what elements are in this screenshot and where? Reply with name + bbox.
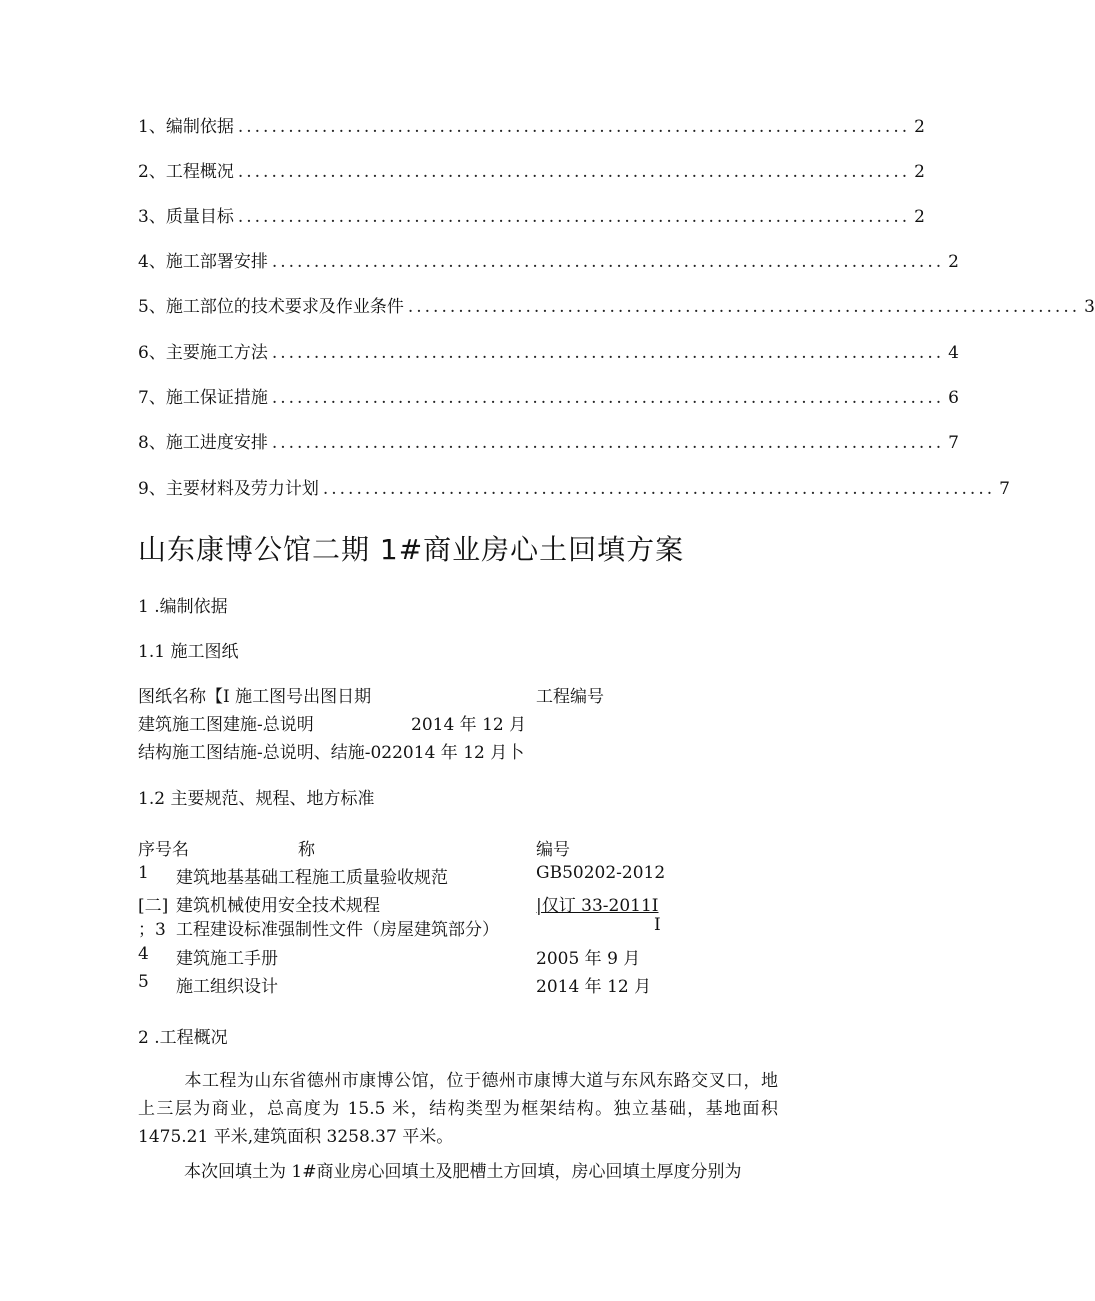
table-row bbox=[138, 944, 778, 968]
toc-leader-dots: ................................................................................ bbox=[237, 117, 911, 137]
toc-item-text: 5、施工部位的技术要求及作业条件 bbox=[138, 297, 404, 317]
toc-leader-dots: ................................................................................ bbox=[237, 162, 911, 182]
drawings-table-header bbox=[138, 682, 778, 706]
standard-name: 建筑地基基础工程施工质量验收规范 bbox=[176, 868, 448, 888]
toc-item bbox=[138, 112, 925, 138]
standards-header-no: 序号名 bbox=[138, 840, 189, 860]
toc-item-text: 7、施工保证措施 bbox=[138, 388, 268, 408]
drawings-header-name: 图纸名称【I 施工图号出图日期 bbox=[138, 687, 372, 707]
paragraph-text: 本工程为山东省德州市康博公馆，位于德州市康博大道与东风东路交叉口，地上三层为商业，总高度为 15.5 米，结构类型为框架结构。独立基础，基地面积 1475.21 平米,建筑面积 3258.37 平米。 bbox=[138, 1071, 778, 1147]
toc-leader-dots: ................................................................................ bbox=[237, 207, 911, 227]
standard-code: GB50202-2012 bbox=[536, 863, 666, 883]
toc-item-text: 3、质量目标 bbox=[138, 207, 234, 227]
toc-item-page: 2 bbox=[914, 117, 925, 137]
standard-name: 工程建设标准强制性文件（房屋建筑部分） bbox=[176, 920, 499, 940]
standards-header-code: 编号 bbox=[536, 840, 570, 860]
toc-item bbox=[138, 247, 959, 273]
standard-code: 2014 年 12 月 bbox=[536, 977, 652, 997]
toc-item bbox=[138, 428, 959, 454]
toc-leader-dots: ................................................................................ bbox=[271, 388, 945, 408]
drawings-row: 建筑施工图建施-总说明 2014 年 12 月 bbox=[138, 715, 527, 735]
standard-no: 5 bbox=[138, 972, 149, 992]
subsection-heading: 1.1 施工图纸 bbox=[138, 642, 239, 662]
document-title: 山东康博公馆二期 1#商业房心土回填方案 bbox=[138, 533, 685, 566]
toc-item-text: 2、工程概况 bbox=[138, 162, 234, 182]
table-row bbox=[138, 915, 778, 939]
standard-no: ；3 bbox=[138, 920, 166, 940]
toc-item-text: 9、主要材料及劳力计划 bbox=[138, 479, 319, 499]
toc-leader-dots: ................................................................................ bbox=[271, 343, 945, 363]
paragraph-text: 本次回填土为 1#商业房心回填土及肥槽土方回填，房心回填土厚度分别为 bbox=[184, 1162, 742, 1182]
standard-no: 4 bbox=[138, 944, 149, 964]
toc-item-text: 6、主要施工方法 bbox=[138, 343, 268, 363]
toc-leader-dots: ................................................................................ bbox=[322, 479, 996, 499]
table-row bbox=[138, 891, 778, 915]
standard-code: |仅订 33-2011I bbox=[536, 896, 659, 916]
toc-leader-dots: ................................................................................ bbox=[271, 252, 945, 272]
standard-code: 2005 年 9 月 bbox=[536, 949, 641, 969]
toc-item bbox=[138, 474, 1010, 500]
toc-item bbox=[138, 157, 925, 183]
toc-item bbox=[138, 383, 959, 409]
section-heading: 2 .工程概况 bbox=[138, 1028, 228, 1048]
toc-leader-dots: ................................................................................ bbox=[407, 297, 1081, 317]
drawings-header-number: 工程编号 bbox=[536, 687, 604, 707]
toc-item-page: 2 bbox=[914, 207, 925, 227]
toc-item-page: 4 bbox=[948, 343, 959, 363]
standard-name: 建筑机械使用安全技术规程 bbox=[176, 896, 380, 916]
toc-item bbox=[138, 202, 925, 228]
toc-item-text: 8、施工进度安排 bbox=[138, 433, 268, 453]
paragraph bbox=[138, 1158, 778, 1186]
standard-name: 建筑施工手册 bbox=[176, 949, 278, 969]
subsection-heading: 1.2 主要规范、规程、地方标准 bbox=[138, 789, 375, 809]
toc-item-page: 3 bbox=[1084, 297, 1095, 317]
toc-item-page: 7 bbox=[999, 479, 1010, 499]
standard-name: 施工组织设计 bbox=[176, 977, 278, 997]
toc-item-page: 2 bbox=[914, 162, 925, 182]
toc-item bbox=[138, 338, 959, 364]
table-row bbox=[138, 972, 778, 996]
standards-header-name: 称 bbox=[298, 840, 315, 860]
standard-no: 1 bbox=[138, 863, 149, 883]
toc-item-page: 7 bbox=[948, 433, 959, 453]
drawings-row: 结构施工图结施-总说明、结施-022014 年 12 月卜 bbox=[138, 743, 525, 763]
toc-item-page: 6 bbox=[948, 388, 959, 408]
paragraph bbox=[138, 1067, 778, 1151]
toc-item-text: 4、施工部署安排 bbox=[138, 252, 268, 272]
toc-item-text: 1、编制依据 bbox=[138, 117, 234, 137]
table-row bbox=[138, 863, 778, 887]
section-heading: 1 .编制依据 bbox=[138, 597, 228, 617]
standard-no: [二] bbox=[138, 896, 169, 916]
standards-table-header bbox=[138, 835, 778, 859]
toc-leader-dots: ................................................................................ bbox=[271, 433, 945, 453]
toc-item-page: 2 bbox=[948, 252, 959, 272]
toc-item bbox=[138, 292, 1095, 318]
standard-code: I bbox=[654, 915, 661, 935]
